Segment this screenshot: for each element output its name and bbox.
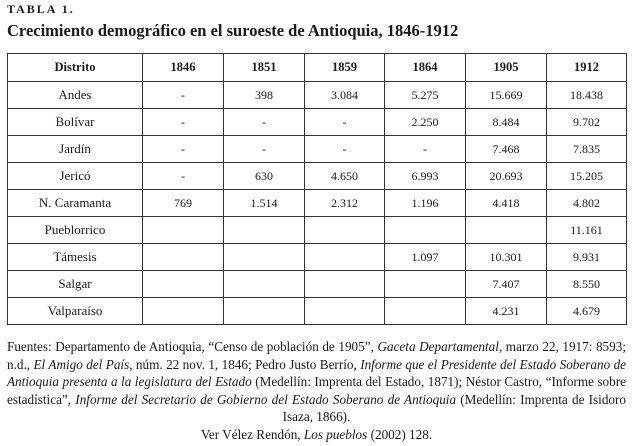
table-row bbox=[8, 163, 627, 190]
value-cell bbox=[305, 244, 385, 271]
value-cell: 20.693 bbox=[466, 163, 547, 190]
value-cell bbox=[224, 217, 305, 244]
reference-italic: Los pueblos bbox=[303, 427, 368, 442]
value-cell bbox=[385, 217, 466, 244]
population-table bbox=[7, 53, 627, 325]
district-cell: Jericó bbox=[8, 163, 143, 190]
sources-note bbox=[7, 338, 626, 426]
table-row bbox=[8, 82, 627, 109]
value-cell: - bbox=[143, 82, 224, 109]
value-cell: 6.993 bbox=[385, 163, 466, 190]
district-cell: Támesis bbox=[8, 244, 143, 271]
table-row bbox=[8, 190, 627, 217]
value-cell: 8.484 bbox=[466, 109, 547, 136]
header-cell: 1846 bbox=[143, 54, 224, 82]
note-text: (Medellín: Imprenta de Isidoro Isaza, 1866). bbox=[282, 391, 626, 425]
value-cell: 4.650 bbox=[305, 163, 385, 190]
reference-text: Ver Vélez Rendón, bbox=[200, 427, 304, 442]
district-cell: Jardín bbox=[8, 136, 143, 163]
value-cell: 5.275 bbox=[385, 82, 466, 109]
value-cell: 1.514 bbox=[224, 190, 305, 217]
value-cell bbox=[143, 244, 224, 271]
value-cell: 2.312 bbox=[305, 190, 385, 217]
value-cell: 4.231 bbox=[466, 298, 547, 325]
table-row bbox=[8, 244, 627, 271]
note-italic: Informe que el Presidente del Estado Soberano de Antioquia presenta a la legislatura del Estado bbox=[7, 356, 627, 390]
value-cell: 1.196 bbox=[385, 190, 466, 217]
value-cell: 630 bbox=[224, 163, 305, 190]
header-cell: 1864 bbox=[385, 54, 466, 82]
value-cell: - bbox=[143, 136, 224, 163]
value-cell bbox=[385, 271, 466, 298]
value-cell bbox=[305, 298, 385, 325]
value-cell: - bbox=[224, 109, 305, 136]
table-label: TABLA 1. bbox=[7, 2, 75, 16]
value-cell: 11.161 bbox=[547, 217, 627, 244]
value-cell: 10.301 bbox=[466, 244, 547, 271]
table-row bbox=[8, 271, 627, 298]
value-cell bbox=[305, 217, 385, 244]
value-cell bbox=[224, 244, 305, 271]
header-cell: 1905 bbox=[466, 54, 547, 82]
note-text: Fuentes: Departamento de Antioquia, “Censo de población de 1905”, bbox=[7, 339, 378, 354]
district-cell: Valparaíso bbox=[8, 298, 143, 325]
value-cell: 15.669 bbox=[466, 82, 547, 109]
value-cell: - bbox=[143, 163, 224, 190]
header-row bbox=[8, 54, 627, 82]
table-row bbox=[8, 109, 627, 136]
sources-paragraph bbox=[7, 338, 626, 426]
table-row bbox=[8, 217, 627, 244]
header-cell: 1851 bbox=[224, 54, 305, 82]
value-cell bbox=[143, 217, 224, 244]
value-cell: 7.468 bbox=[466, 136, 547, 163]
value-cell: 1.097 bbox=[385, 244, 466, 271]
value-cell bbox=[305, 271, 385, 298]
value-cell bbox=[466, 217, 547, 244]
value-cell: 3.084 bbox=[305, 82, 385, 109]
value-cell: 18.438 bbox=[547, 82, 627, 109]
value-cell: 4.418 bbox=[466, 190, 547, 217]
value-cell bbox=[224, 271, 305, 298]
value-cell: 15.205 bbox=[547, 163, 627, 190]
note-text: , marzo 22, 1917: 8593; n.d., bbox=[7, 339, 627, 372]
district-cell: N. Caramanta bbox=[8, 190, 143, 217]
value-cell: 9.702 bbox=[547, 109, 627, 136]
table-title: Crecimiento demográfico en el suroeste de Antioquia, 1846-1912 bbox=[7, 21, 459, 40]
value-cell: - bbox=[305, 109, 385, 136]
note-italic: El Amigo del País bbox=[33, 356, 130, 372]
value-cell: 9.931 bbox=[547, 244, 627, 271]
reference-text: (2002) 128. bbox=[367, 427, 433, 442]
value-cell bbox=[385, 298, 466, 325]
note-text: (Medellín: Imprenta del Estado, 1871); Néstor Castro, “Informe sobre estadística”, bbox=[7, 374, 626, 407]
district-cell: Andes bbox=[8, 82, 143, 109]
value-cell: 7.835 bbox=[547, 136, 627, 163]
value-cell: 2.250 bbox=[385, 109, 466, 136]
reference-line bbox=[7, 426, 626, 443]
district-cell: Pueblorrico bbox=[8, 217, 143, 244]
note-italic: Gaceta Departamental bbox=[377, 339, 499, 354]
header-cell: Distrito bbox=[8, 54, 143, 82]
district-cell: Bolívar bbox=[8, 109, 143, 136]
value-cell: 769 bbox=[143, 190, 224, 217]
district-cell: Salgar bbox=[8, 271, 143, 298]
value-cell: 7.407 bbox=[466, 271, 547, 298]
value-cell bbox=[143, 298, 224, 325]
header-cell: 1912 bbox=[547, 54, 627, 82]
value-cell: 4.802 bbox=[547, 190, 627, 217]
value-cell: - bbox=[224, 136, 305, 163]
value-cell: 8.550 bbox=[547, 271, 627, 298]
value-cell bbox=[224, 298, 305, 325]
header-cell: 1859 bbox=[305, 54, 385, 82]
value-cell bbox=[143, 271, 224, 298]
value-cell: - bbox=[385, 136, 466, 163]
value-cell: 398 bbox=[224, 82, 305, 109]
table-row bbox=[8, 136, 627, 163]
value-cell: - bbox=[305, 136, 385, 163]
value-cell: 4.679 bbox=[547, 298, 627, 325]
table-row bbox=[8, 298, 627, 325]
note-text: , núm. 22 nov. 1, 1846; Pedro Justo Berrío, bbox=[129, 356, 361, 372]
note-italic: Informe del Secretario de Gobierno del Estado Soberano de Antioquia bbox=[75, 391, 457, 407]
value-cell: - bbox=[143, 109, 224, 136]
